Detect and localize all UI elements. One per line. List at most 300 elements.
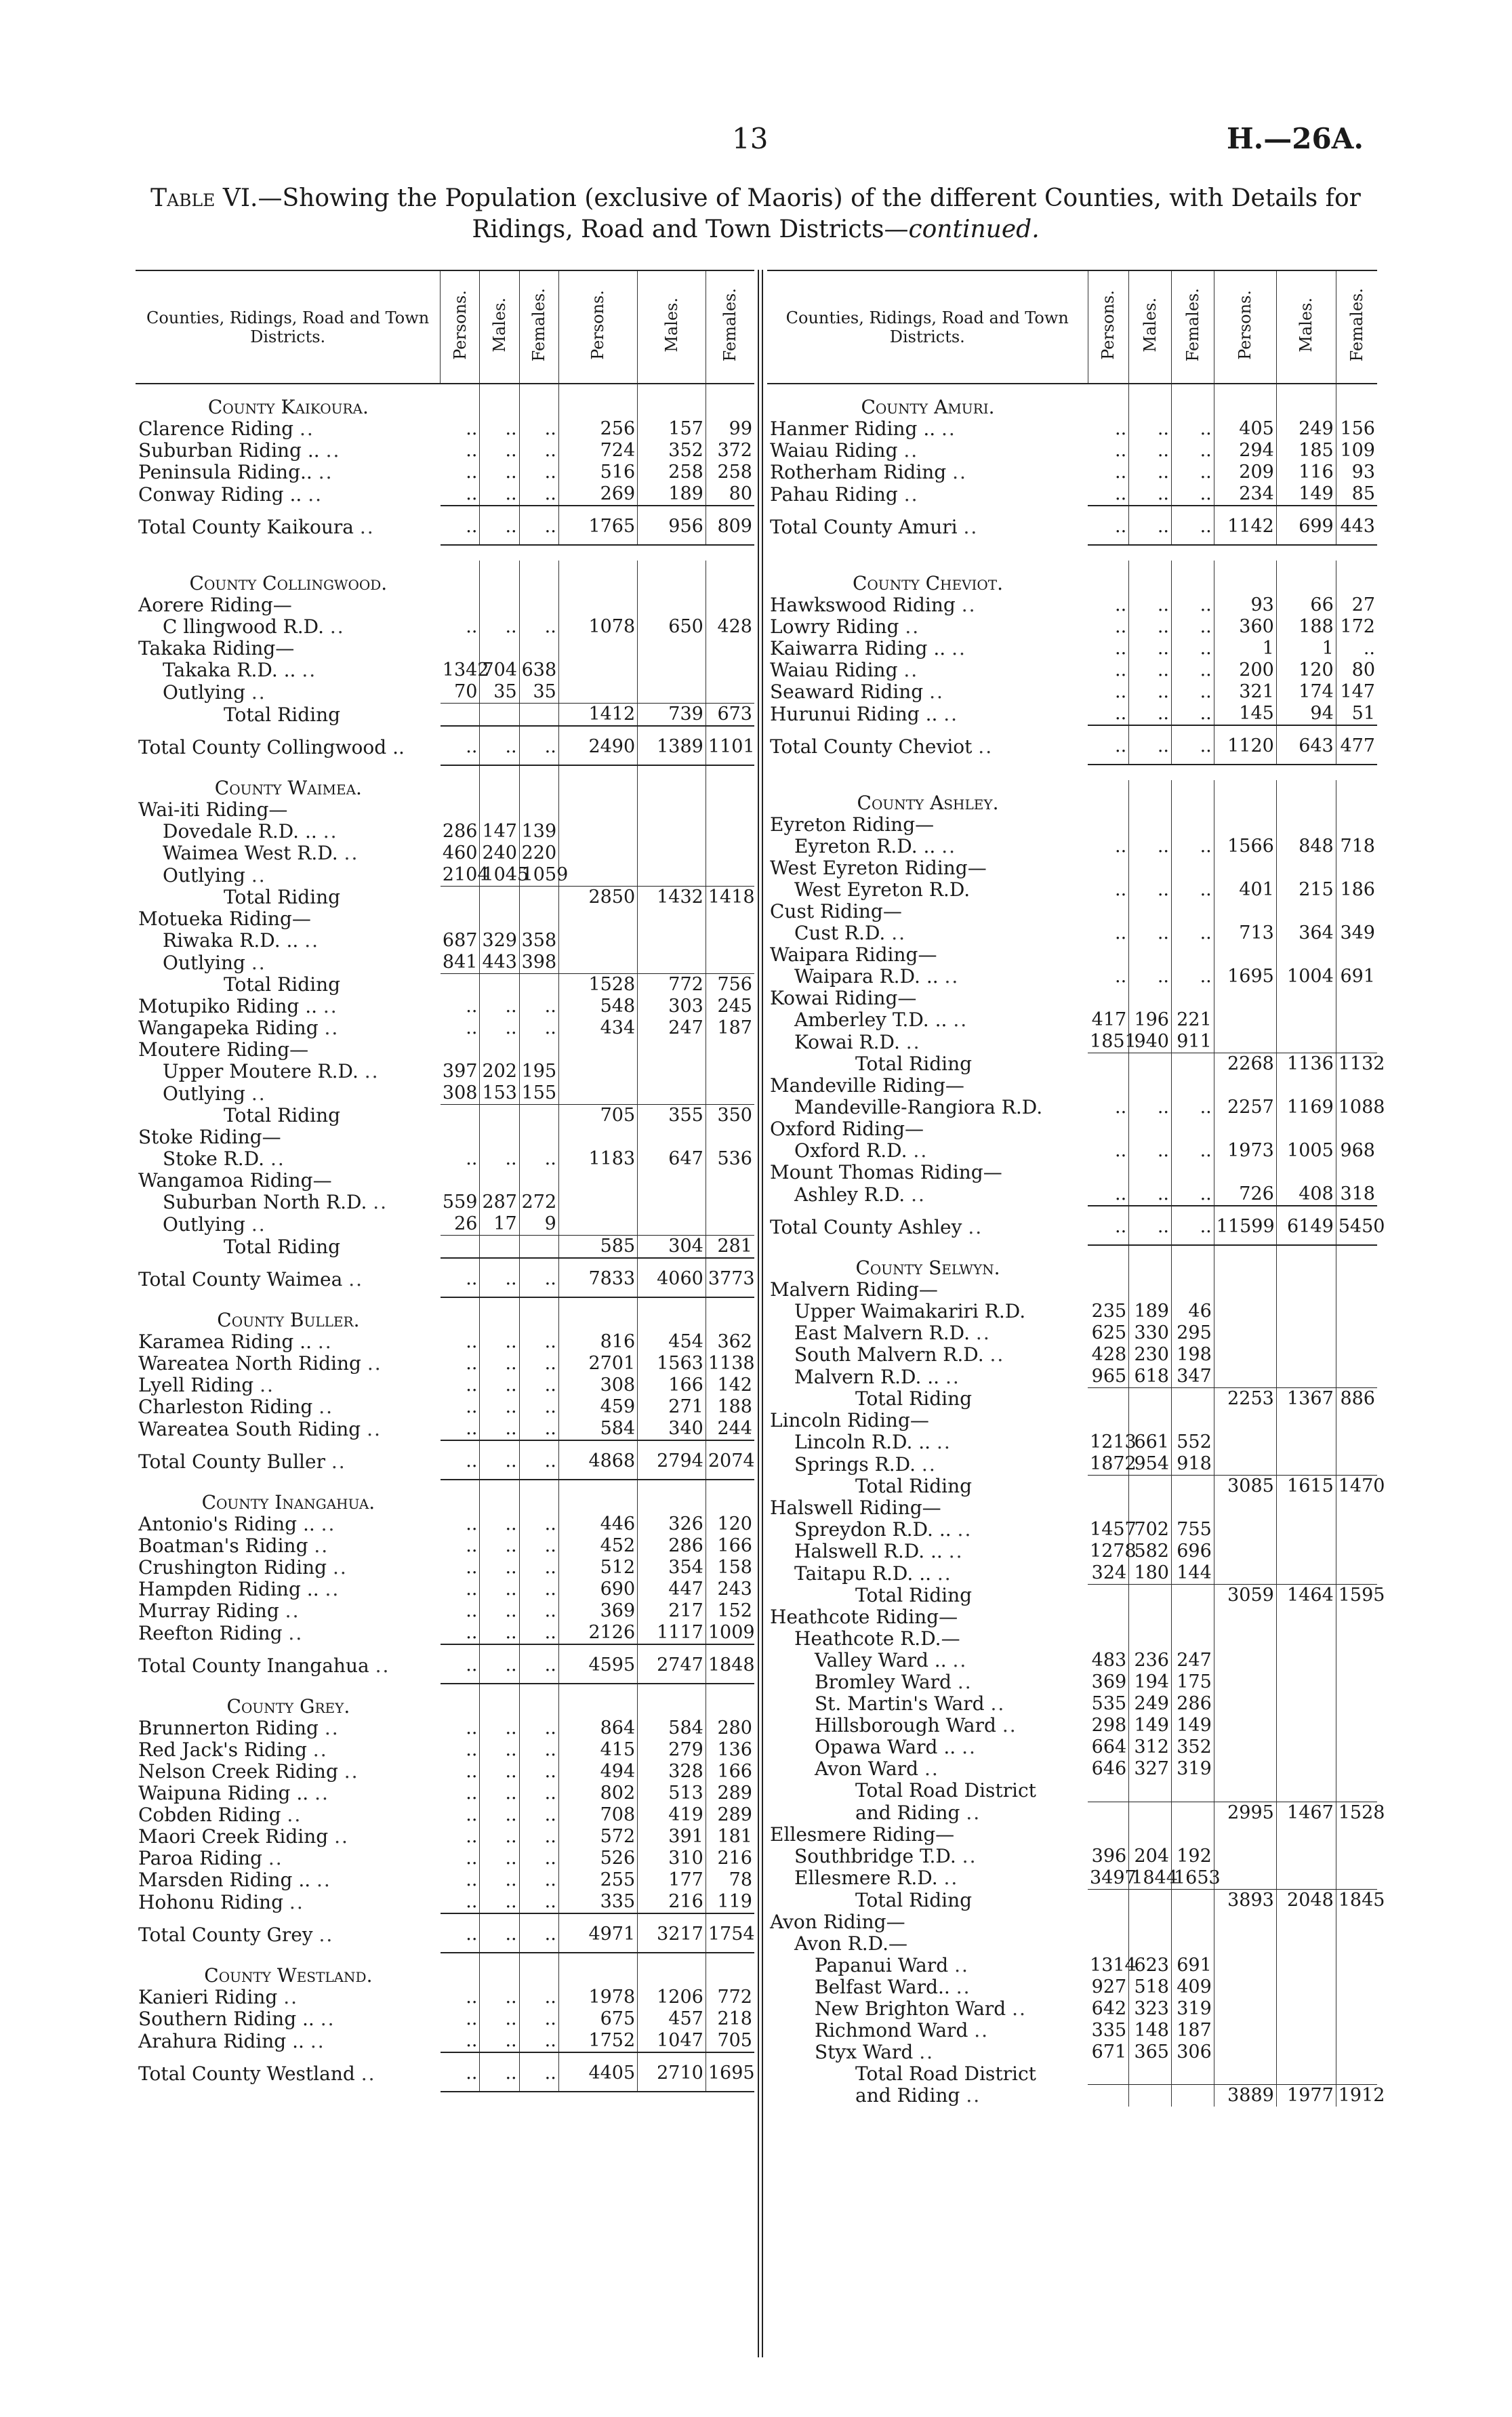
- detail-males-cell: [1129, 814, 1172, 836]
- detail-persons-cell: ..: [1088, 966, 1129, 988]
- riding-females-cell: 281: [706, 1236, 754, 1259]
- detail-persons-cell: 324: [1088, 1562, 1129, 1585]
- riding-females-cell: [1336, 1009, 1377, 1031]
- detail-males-cell: ..: [480, 1761, 519, 1783]
- leader-dots: ..: [323, 995, 338, 1017]
- riding-males-cell: 1389: [638, 726, 706, 765]
- table-row: [136, 1783, 754, 1804]
- riding-males-cell: 584: [638, 1718, 706, 1739]
- row-label: [136, 1913, 441, 1953]
- riding-males-cell: 1117: [638, 1622, 706, 1644]
- table-row: [136, 483, 754, 506]
- riding-persons-cell: [1214, 1780, 1276, 1802]
- riding-males-cell: [1276, 2063, 1336, 2085]
- table-row: [767, 1650, 1377, 1671]
- table-row: [767, 1118, 1377, 1140]
- row-label: [767, 725, 1088, 765]
- detail-females-cell: [1171, 780, 1214, 814]
- row-label-text: Reefton Riding: [138, 1622, 283, 1644]
- row-label-text: Hawkswood Riding: [770, 594, 956, 616]
- riding-males-cell: 355: [638, 1105, 706, 1127]
- riding-females-cell: [1336, 1344, 1377, 1366]
- county-heading-row: [136, 1684, 754, 1718]
- col-header-females: Females.: [519, 271, 558, 384]
- detail-males-cell: 954: [1129, 1453, 1172, 1476]
- detail-females-cell: ..: [1171, 483, 1214, 506]
- riding-females-cell: [706, 384, 754, 418]
- riding-males-cell: [638, 1953, 706, 1987]
- county-total-row: [767, 1206, 1377, 1245]
- detail-females-cell: ..: [1171, 681, 1214, 703]
- detail-females-cell: [519, 1684, 558, 1718]
- county-name: [136, 561, 441, 594]
- detail-males-cell: ..: [480, 1375, 519, 1396]
- leader-dots: ..: [978, 735, 994, 758]
- riding-females-cell: 187: [717, 1017, 752, 1038]
- row-label-text: Crushington Riding: [138, 1556, 327, 1579]
- county-heading-row: [767, 561, 1377, 594]
- riding-males-cell: 66: [1276, 594, 1336, 616]
- riding-females-cell: [1336, 1541, 1377, 1562]
- riding-males-cell: 310: [638, 1848, 706, 1869]
- table-row: [767, 814, 1377, 836]
- riding-females-cell: [706, 1061, 754, 1082]
- detail-males-cell: [1129, 1476, 1172, 1498]
- detail-males-cell: [1129, 1162, 1172, 1183]
- detail-females-cell: [1171, 1053, 1214, 1076]
- row-label-text: Total County Kaikoura: [138, 516, 354, 538]
- col-header-males-total: Males.: [638, 271, 706, 384]
- riding-persons-cell: 360: [1214, 616, 1276, 638]
- row-label-text: Hampden Riding ..: [138, 1578, 319, 1600]
- detail-females-cell: ..: [519, 1761, 558, 1783]
- riding-females-cell: [1336, 561, 1377, 594]
- riding-males-cell: 177: [638, 1869, 706, 1891]
- leader-dots: ..: [974, 2018, 989, 2042]
- riding-males-cell: 216: [638, 1891, 706, 1913]
- detail-males-cell: ..: [480, 2030, 519, 2052]
- row-label: [767, 1911, 1088, 1933]
- riding-females-cell: [1336, 1846, 1377, 1867]
- riding-persons-cell: 584: [558, 1418, 637, 1440]
- detail-females-cell: ..: [1171, 616, 1214, 638]
- riding-males-cell: [1276, 1031, 1336, 1053]
- riding-males-cell: 271: [638, 1396, 706, 1418]
- row-label-text: Mount Thomas Riding—: [770, 1161, 1002, 1183]
- row-label: [767, 1410, 1088, 1431]
- riding-males-cell: [1276, 1162, 1336, 1183]
- row-label-text: and Riding: [855, 1801, 960, 1824]
- detail-females-cell: 319: [1171, 1998, 1214, 2020]
- col-header-females-total: Females.: [706, 271, 754, 384]
- detail-males-cell: ..: [1129, 418, 1172, 440]
- riding-males-cell: 304: [638, 1236, 706, 1259]
- detail-males-cell: ..: [480, 1418, 519, 1440]
- riding-persons-cell: [1214, 1301, 1276, 1322]
- detail-males-cell: [1129, 1628, 1172, 1650]
- detail-males-cell: [1129, 1780, 1172, 1802]
- riding-males-cell: [638, 908, 706, 930]
- detail-males-cell: [480, 1236, 519, 1259]
- table-row: [767, 1846, 1377, 1867]
- detail-females-cell: ..: [519, 483, 558, 506]
- row-label: [767, 418, 1088, 440]
- riding-persons-cell: 415: [558, 1739, 637, 1761]
- table-row: [136, 1869, 754, 1891]
- detail-females-cell: [1171, 814, 1214, 836]
- county-total-row: [136, 726, 754, 765]
- row-label-text: Cust R.D.: [794, 922, 886, 944]
- riding-females-cell: [706, 1480, 754, 1514]
- row-label-text: County Kaikoura.: [207, 396, 369, 418]
- row-label-text: County Amuri.: [861, 396, 995, 418]
- leader-dots: ..: [919, 2040, 935, 2063]
- detail-females-cell: ..: [1171, 836, 1214, 857]
- detail-males-cell: ..: [480, 506, 519, 545]
- row-label-text: County Cheviot.: [852, 572, 1004, 594]
- riding-persons-cell: [558, 1126, 637, 1148]
- table-row: [767, 1410, 1377, 1431]
- detail-persons-cell: ..: [441, 2052, 480, 2092]
- detail-females-cell: 347: [1171, 1366, 1214, 1388]
- table-row: [136, 1396, 754, 1418]
- leader-dots: ..: [251, 1213, 266, 1236]
- county-heading-row: [136, 1953, 754, 1987]
- detail-females-cell: ..: [519, 440, 558, 462]
- detail-persons-cell: ..: [1088, 836, 1129, 857]
- riding-persons-cell: 512: [558, 1557, 637, 1579]
- detail-males-cell: ..: [1129, 616, 1172, 638]
- riding-persons-cell: 726: [1214, 1183, 1276, 1206]
- row-label: [767, 1736, 1088, 1758]
- riding-males-cell: [1276, 1824, 1336, 1846]
- row-label-text: Mandeville Riding—: [770, 1074, 964, 1097]
- leader-dots: ..: [329, 615, 345, 638]
- riding-males-cell: [638, 821, 706, 842]
- riding-females-cell: 756: [706, 974, 754, 996]
- detail-females-cell: ..: [519, 1826, 558, 1848]
- row-label: [767, 836, 1088, 857]
- leader-dots: ..: [332, 1556, 348, 1579]
- detail-females-cell: 192: [1171, 1846, 1214, 1867]
- table-row: [767, 594, 1377, 616]
- row-label-text: Valley Ward ..: [815, 1649, 947, 1671]
- row-label: [767, 1431, 1088, 1453]
- detail-persons-cell: 26: [441, 1213, 480, 1236]
- leader-dots: ..: [318, 461, 333, 483]
- row-label-text: Amberley T.D. ..: [794, 1009, 947, 1031]
- riding-persons-cell: [558, 864, 637, 887]
- riding-females-cell: 188: [717, 1396, 752, 1417]
- detail-persons-cell: ..: [441, 1258, 480, 1297]
- detail-males-cell: ..: [1129, 638, 1172, 659]
- detail-persons-cell: ..: [1088, 1140, 1129, 1162]
- table-row: [136, 1718, 754, 1739]
- detail-females-cell: ..: [1171, 1183, 1214, 1206]
- table-row: [767, 440, 1377, 462]
- row-label-text: Total County Westland: [138, 2063, 355, 2085]
- detail-persons-cell: ..: [441, 1848, 480, 1869]
- riding-persons-cell: 516: [558, 462, 637, 483]
- riding-males-cell: 189: [638, 483, 706, 506]
- leader-dots: ..: [302, 659, 317, 681]
- riding-males-cell: [638, 594, 706, 616]
- detail-males-cell: [480, 1170, 519, 1192]
- table-row: [767, 703, 1377, 725]
- riding-persons-cell: [1214, 1009, 1276, 1031]
- riding-persons-cell: [1214, 1693, 1276, 1715]
- riding-persons-cell: [558, 1170, 637, 1192]
- detail-persons-cell: ..: [441, 1891, 480, 1913]
- row-label-text: Total Road District: [855, 2062, 1036, 2085]
- riding-females-cell: [706, 561, 754, 594]
- row-label-text: Peninsula Riding..: [138, 461, 312, 483]
- riding-females-cell: 136: [717, 1739, 752, 1760]
- detail-males-cell: [1129, 1118, 1172, 1140]
- riding-persons-cell: [1214, 944, 1276, 966]
- leader-dots: ..: [314, 1782, 329, 1804]
- row-label: [767, 1097, 1088, 1118]
- row-label: [136, 1514, 441, 1535]
- table-row: [767, 1075, 1377, 1097]
- table-row: [136, 659, 754, 681]
- riding-males-cell: 513: [638, 1783, 706, 1804]
- riding-males-cell: 1464: [1276, 1585, 1336, 1607]
- riding-females-cell: 318: [1340, 1183, 1375, 1204]
- detail-males-cell: ..: [480, 1017, 519, 1039]
- detail-persons-cell: ..: [441, 1535, 480, 1557]
- row-label: [136, 908, 441, 930]
- riding-females-cell: [1336, 1976, 1377, 1998]
- leader-dots: ..: [270, 1147, 285, 1170]
- row-label-text: Springs R.D.: [794, 1453, 916, 1476]
- riding-females-cell: 80: [729, 483, 752, 504]
- table-row: [767, 1911, 1377, 1933]
- riding-males-cell: 364: [1276, 922, 1336, 944]
- row-label-text: Outlying: [163, 864, 245, 887]
- riding-persons-cell: 3059: [1214, 1585, 1276, 1607]
- riding-males-cell: [638, 1684, 706, 1718]
- row-label: [136, 1082, 441, 1105]
- riding-males-cell: [1276, 944, 1336, 966]
- riding-females-cell: 243: [717, 1579, 752, 1600]
- riding-females-cell: 1848: [706, 1644, 754, 1684]
- county-total-row: [136, 1644, 754, 1684]
- riding-females-cell: 1132: [1336, 1053, 1377, 1076]
- detail-females-cell: 139: [519, 821, 558, 842]
- row-label: [767, 1562, 1088, 1585]
- detail-persons-cell: [1088, 1476, 1129, 1498]
- detail-females-cell: [1171, 1476, 1214, 1498]
- table-row: [767, 1628, 1377, 1650]
- detail-females-cell: 358: [519, 930, 558, 952]
- detail-females-cell: [519, 1039, 558, 1061]
- detail-persons-cell: ..: [441, 2030, 480, 2052]
- riding-males-cell: [1276, 814, 1336, 836]
- row-label: [136, 1148, 441, 1170]
- riding-persons-cell: 548: [558, 996, 637, 1017]
- detail-persons-cell: 369: [1088, 1671, 1129, 1693]
- riding-persons-cell: [1214, 1846, 1276, 1867]
- riding-males-cell: [1276, 384, 1336, 418]
- detail-males-cell: 196: [1129, 1009, 1172, 1031]
- row-label-text: Total County Amuri: [770, 516, 958, 538]
- riding-males-cell: 328: [638, 1761, 706, 1783]
- riding-persons-cell: 724: [558, 440, 637, 462]
- row-label-text: Suburban North R.D.: [163, 1191, 367, 1213]
- row-label-text: Kaiwarra Riding ..: [770, 637, 946, 659]
- detail-females-cell: 247: [1171, 1650, 1214, 1671]
- riding-females-cell: 349: [1340, 922, 1375, 943]
- row-label: [136, 1105, 441, 1127]
- detail-females-cell: [1171, 1410, 1214, 1431]
- detail-males-cell: 1045: [480, 864, 519, 887]
- row-label-text: Wareatea North Riding: [138, 1352, 361, 1375]
- detail-females-cell: [1171, 1802, 1214, 1824]
- row-label-text: Pahau Riding: [770, 483, 898, 506]
- riding-females-cell: [706, 1297, 754, 1331]
- riding-females-cell: [1336, 1955, 1377, 1976]
- riding-females-cell: 443: [1336, 506, 1377, 545]
- detail-males-cell: 148: [1129, 2020, 1172, 2042]
- detail-females-cell: 306: [1171, 2042, 1214, 2063]
- riding-persons-cell: 145: [1214, 703, 1276, 725]
- table-row: [767, 922, 1377, 944]
- table-row: [136, 799, 754, 821]
- riding-persons-cell: 585: [558, 1236, 637, 1259]
- detail-males-cell: ..: [480, 1622, 519, 1644]
- row-label-text: Richmond Ward: [815, 2018, 968, 2042]
- riding-persons-cell: [1214, 1162, 1276, 1183]
- detail-males-cell: 147: [480, 821, 519, 842]
- riding-males-cell: 408: [1276, 1183, 1336, 1206]
- riding-persons-cell: [558, 681, 637, 704]
- detail-persons-cell: ..: [1088, 1097, 1129, 1118]
- row-label: [767, 1031, 1088, 1053]
- row-label: [136, 616, 441, 638]
- detail-females-cell: [1171, 1628, 1214, 1650]
- detail-females-cell: ..: [519, 1535, 558, 1557]
- detail-females-cell: [519, 1236, 558, 1259]
- detail-females-cell: ..: [519, 996, 558, 1017]
- detail-persons-cell: ..: [441, 1396, 480, 1418]
- riding-males-cell: 1169: [1276, 1097, 1336, 1118]
- table-row: [767, 1562, 1377, 1585]
- column-header-row: [136, 271, 754, 384]
- detail-persons-cell: ..: [441, 506, 480, 545]
- detail-males-cell: ..: [1129, 922, 1172, 944]
- detail-persons-cell: ..: [441, 2008, 480, 2030]
- riding-persons-cell: 11599: [1214, 1206, 1276, 1245]
- detail-females-cell: 175: [1171, 1671, 1214, 1693]
- row-label-text: County Inangahua.: [201, 1491, 375, 1514]
- detail-persons-cell: [1088, 384, 1129, 418]
- leader-dots: ..: [963, 516, 979, 538]
- detail-females-cell: [1171, 1585, 1214, 1607]
- row-label-text: Total Road District: [855, 1779, 1036, 1802]
- detail-persons-cell: ..: [1088, 1206, 1129, 1245]
- detail-persons-cell: ..: [441, 1375, 480, 1396]
- row-label: [767, 483, 1088, 506]
- detail-males-cell: 704: [480, 659, 519, 681]
- riding-females-cell: 245: [717, 996, 752, 1017]
- riding-males-cell: 286: [638, 1535, 706, 1557]
- detail-males-cell: 518: [1129, 1976, 1172, 1998]
- leader-dots: ..: [941, 835, 957, 857]
- row-label: [136, 594, 441, 616]
- table-row: [767, 1606, 1377, 1628]
- detail-persons-cell: 841: [441, 952, 480, 974]
- riding-persons-cell: 4868: [558, 1440, 637, 1480]
- county-heading-row: [136, 384, 754, 418]
- riding-persons-cell: 1566: [1214, 836, 1276, 857]
- detail-persons-cell: 965: [1088, 1366, 1129, 1388]
- row-label: [136, 1826, 441, 1848]
- detail-males-cell: ..: [480, 996, 519, 1017]
- riding-females-cell: [1336, 1650, 1377, 1671]
- riding-females-cell: [706, 1953, 754, 1987]
- detail-females-cell: ..: [519, 1396, 558, 1418]
- row-label: [136, 1761, 441, 1783]
- riding-persons-cell: [1214, 901, 1276, 922]
- riding-males-cell: 352: [638, 440, 706, 462]
- riding-males-cell: [1276, 1009, 1336, 1031]
- row-label: [767, 944, 1088, 966]
- county-heading-row: [136, 765, 754, 799]
- riding-persons-cell: 3893: [1214, 1889, 1276, 1911]
- riding-males-cell: [1276, 1344, 1336, 1366]
- riding-females-cell: [1336, 944, 1377, 966]
- riding-females-cell: 156: [1340, 418, 1375, 439]
- row-label: [136, 1418, 441, 1440]
- row-label-text: Takaka R.D. ..: [163, 659, 296, 681]
- table-row: [767, 944, 1377, 966]
- table-row: [767, 638, 1377, 659]
- leader-dots: ..: [283, 1986, 299, 2008]
- riding-males-cell: [638, 952, 706, 974]
- row-label: [767, 1933, 1088, 1955]
- riding-females-cell: 673: [706, 704, 754, 727]
- table-row: [767, 418, 1377, 440]
- detail-persons-cell: ..: [1088, 616, 1129, 638]
- riding-females-cell: [1336, 1867, 1377, 1890]
- riding-persons-cell: [1214, 1911, 1276, 1933]
- detail-persons-cell: ..: [441, 1987, 480, 2008]
- table-row: [767, 1301, 1377, 1322]
- riding-males-cell: [1276, 1301, 1336, 1322]
- spacer-row: [136, 545, 754, 561]
- table-row: [136, 1579, 754, 1600]
- detail-persons-cell: [441, 594, 480, 616]
- riding-males-cell: 1563: [638, 1353, 706, 1375]
- row-label: [767, 966, 1088, 988]
- detail-females-cell: [1171, 901, 1214, 922]
- detail-persons-cell: 397: [441, 1061, 480, 1082]
- detail-males-cell: ..: [480, 1739, 519, 1761]
- leader-dots: ..: [948, 1540, 964, 1562]
- riding-males-cell: 326: [638, 1514, 706, 1535]
- detail-males-cell: [480, 1684, 519, 1718]
- row-label: [136, 1644, 441, 1684]
- detail-females-cell: ..: [519, 1375, 558, 1396]
- riding-females-cell: 166: [717, 1535, 752, 1556]
- detail-persons-cell: ..: [441, 440, 480, 462]
- leader-dots: ..: [975, 1322, 991, 1344]
- table-row: [767, 988, 1377, 1009]
- riding-females-cell: [706, 1039, 754, 1061]
- riding-males-cell: 1432: [638, 887, 706, 909]
- riding-males-cell: [638, 842, 706, 864]
